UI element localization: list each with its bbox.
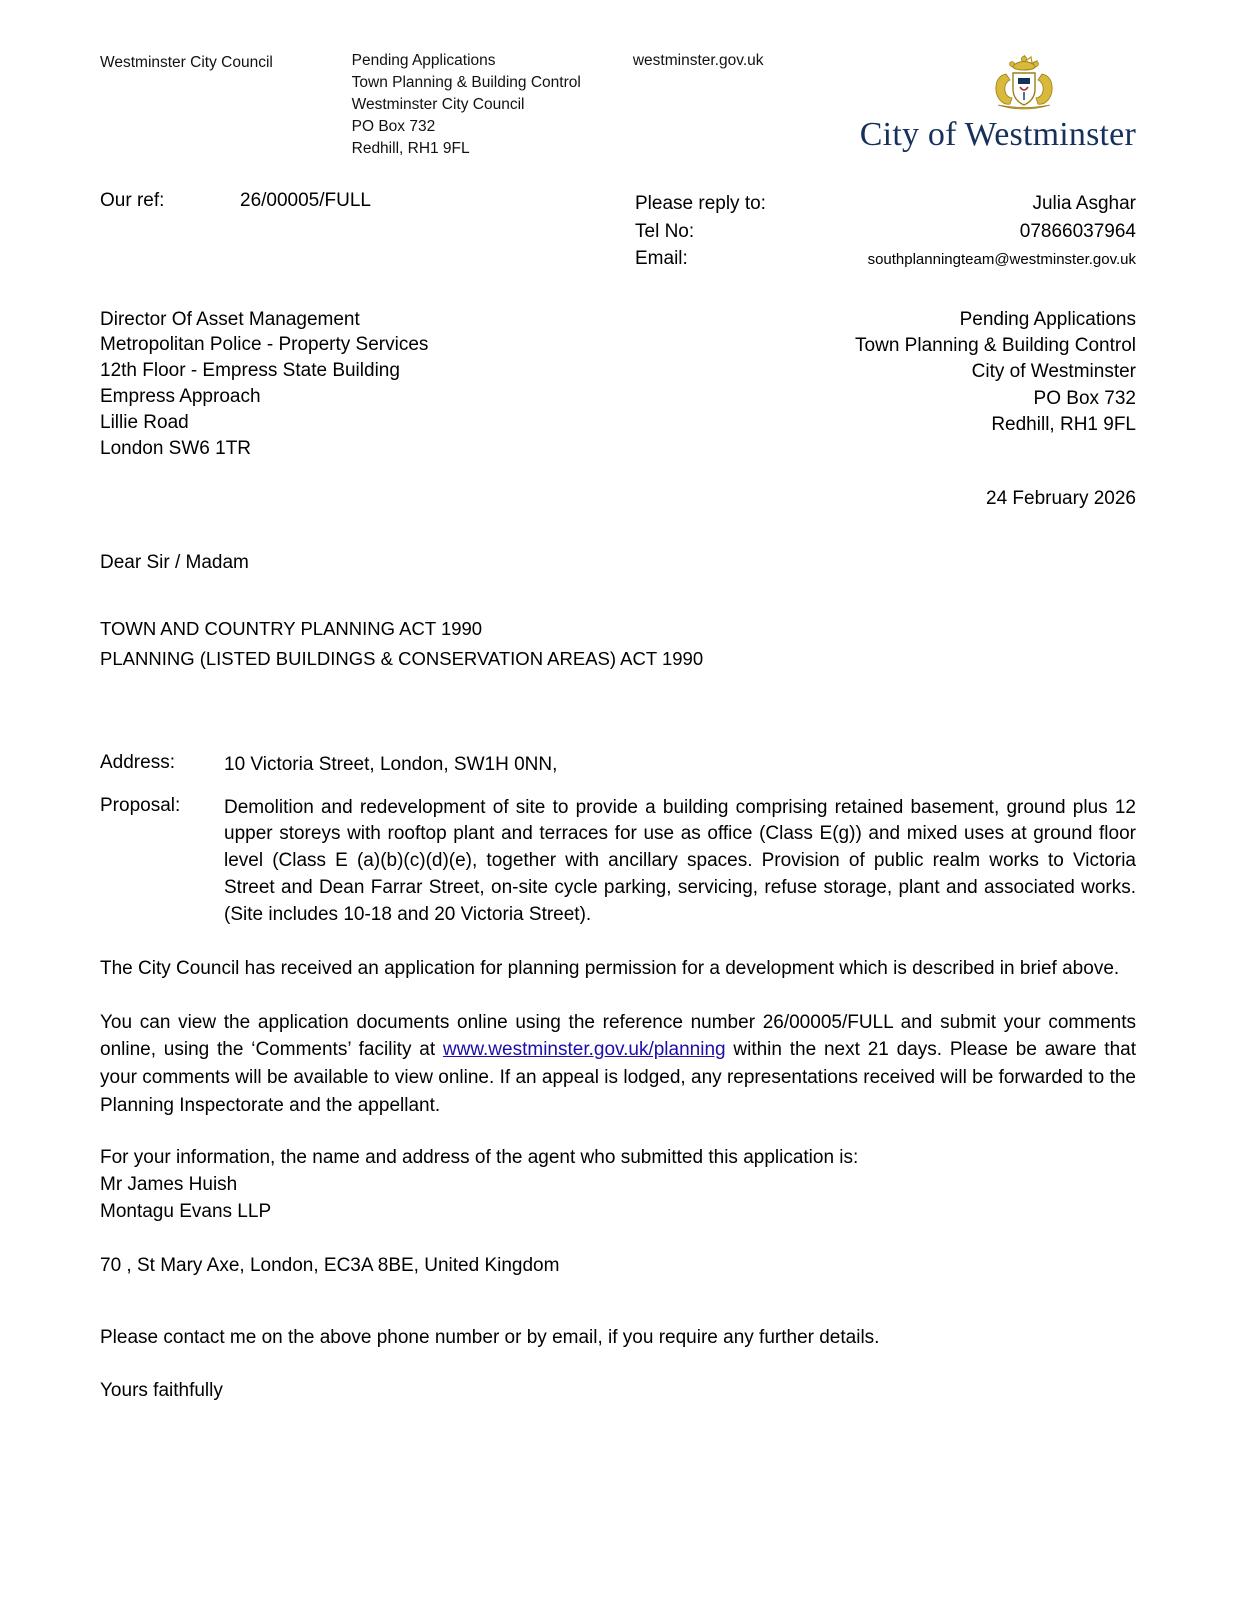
office-address-line: Pending Applications xyxy=(351,52,496,69)
telephone-row xyxy=(635,218,1136,246)
proposal-row xyxy=(100,795,1136,930)
email-value: southplanningteam@westminster.gov.uk xyxy=(867,251,1136,269)
planning-website-link[interactable]: www.westminster.gov.uk/planning xyxy=(442,1039,726,1061)
our-ref-label: Our ref: xyxy=(100,190,165,211)
our-reference xyxy=(100,190,635,273)
office-address-line: Town Planning & Building Control xyxy=(351,74,581,91)
recipient-line: London SW6 1TR xyxy=(100,437,252,459)
agent-company: Montagu Evans LLP xyxy=(100,1201,272,1223)
reference-and-reply-block xyxy=(100,190,1136,273)
office-address-line: Redhill, RH1 9FL xyxy=(351,140,470,157)
sender-line: PO Box 732 xyxy=(1033,387,1136,409)
letterhead-logo xyxy=(860,50,1136,154)
view-documents-text-part2: within the next 21 days. Please be aware that your comments will be available to view online. If an appeal is lodged, any representations received will be forwarded to the Planning Inspectorate and the appellant. xyxy=(100,1039,1136,1116)
email-label: Email: xyxy=(635,248,688,270)
sign-off: Yours faithfully xyxy=(100,1380,223,1402)
address-label: Address: xyxy=(100,751,175,773)
sender-address xyxy=(660,307,1136,462)
letterhead-office-address xyxy=(352,50,633,160)
sender-line: City of Westminster xyxy=(971,361,1136,383)
our-ref-value: 26/00005/FULL xyxy=(240,190,371,211)
reply-to-value: Julia Asghar xyxy=(1032,193,1136,214)
recipient-address xyxy=(100,307,660,462)
letterhead xyxy=(100,50,1136,160)
view-documents-text-part1: You can view the application documents online using the reference number 26/00005/FULL and submit your comments online, using the ‘Comments’ facility at xyxy=(100,1011,1136,1061)
proposal-value: Demolition and redevelopment of site to provide a building comprising retained basement, ground plus 12 upper storeys with rooftop plant and terraces for use as office (Class E(g)) and mixed uses at ground floor level (Class E (a)(b)(c)(d)(e), together with ancillary spaces. Provision of public realm works to Victoria Street and Dean Farrar Street, on-site cycle parking, servicing, refuse storage, plant and associated works. (Site includes 10-18 and 20 Victoria Street). xyxy=(224,796,1136,926)
sender-line: Town Planning & Building Control xyxy=(855,335,1136,357)
website-text: westminster.gov.uk xyxy=(632,52,764,69)
westminster-coat-of-arms-icon xyxy=(982,52,1066,114)
address-value: 10 Victoria Street, London, SW1H 0NN, xyxy=(224,753,558,775)
reply-to-label: Please reply to: xyxy=(635,193,766,214)
recipient-line: Metropolitan Police - Property Services xyxy=(100,334,429,356)
paragraph-agent-details xyxy=(100,1145,1136,1226)
addresses-block xyxy=(100,307,1136,462)
reply-to-row xyxy=(635,190,1136,218)
sender-line: Pending Applications xyxy=(959,308,1136,330)
letterhead-website xyxy=(633,50,860,70)
recipient-line: Director Of Asset Management xyxy=(100,308,360,330)
logo-wordmark: City of Westminster xyxy=(859,116,1136,153)
office-address-line: Westminster City Council xyxy=(351,96,525,113)
tel-label: Tel No: xyxy=(635,220,695,242)
email-row xyxy=(635,245,1136,273)
paragraph-view-documents xyxy=(100,1009,1136,1119)
recipient-line: Lillie Road xyxy=(100,411,189,433)
tel-value: 07866037964 xyxy=(1019,220,1136,242)
recipient-line: Empress Approach xyxy=(100,386,261,408)
reply-contact-block xyxy=(635,190,1136,273)
paragraph-received: The City Council has received an application for planning permission for a development which is described in brief above. xyxy=(100,958,1120,980)
legislation-heading xyxy=(100,614,1136,674)
paragraph-contact: Please contact me on the above phone number or by email, if you require any further details. xyxy=(100,1326,880,1348)
recipient-line: 12th Floor - Empress State Building xyxy=(100,360,400,382)
proposal-label: Proposal: xyxy=(100,794,181,816)
council-name-text: Westminster City Council xyxy=(100,54,273,71)
letterhead-council-name xyxy=(100,50,352,72)
agent-name: Mr James Huish xyxy=(100,1174,238,1196)
letter-date: 24 February 2026 xyxy=(986,487,1136,509)
act-line: PLANNING (LISTED BUILDINGS & CONSERVATION AREAS) ACT 1990 xyxy=(100,647,704,669)
office-address-line: PO Box 732 xyxy=(351,118,436,135)
salutation: Dear Sir / Madam xyxy=(100,551,249,573)
agent-address: 70 , St Mary Axe, London, EC3A 8BE, United Kingdom xyxy=(100,1255,560,1276)
agent-intro: For your information, the name and address of the agent who submitted this application is: xyxy=(100,1147,859,1169)
act-line: TOWN AND COUNTRY PLANNING ACT 1990 xyxy=(100,617,483,639)
address-row xyxy=(100,752,1136,779)
application-details xyxy=(100,752,1136,930)
sender-line: Redhill, RH1 9FL xyxy=(991,414,1136,436)
